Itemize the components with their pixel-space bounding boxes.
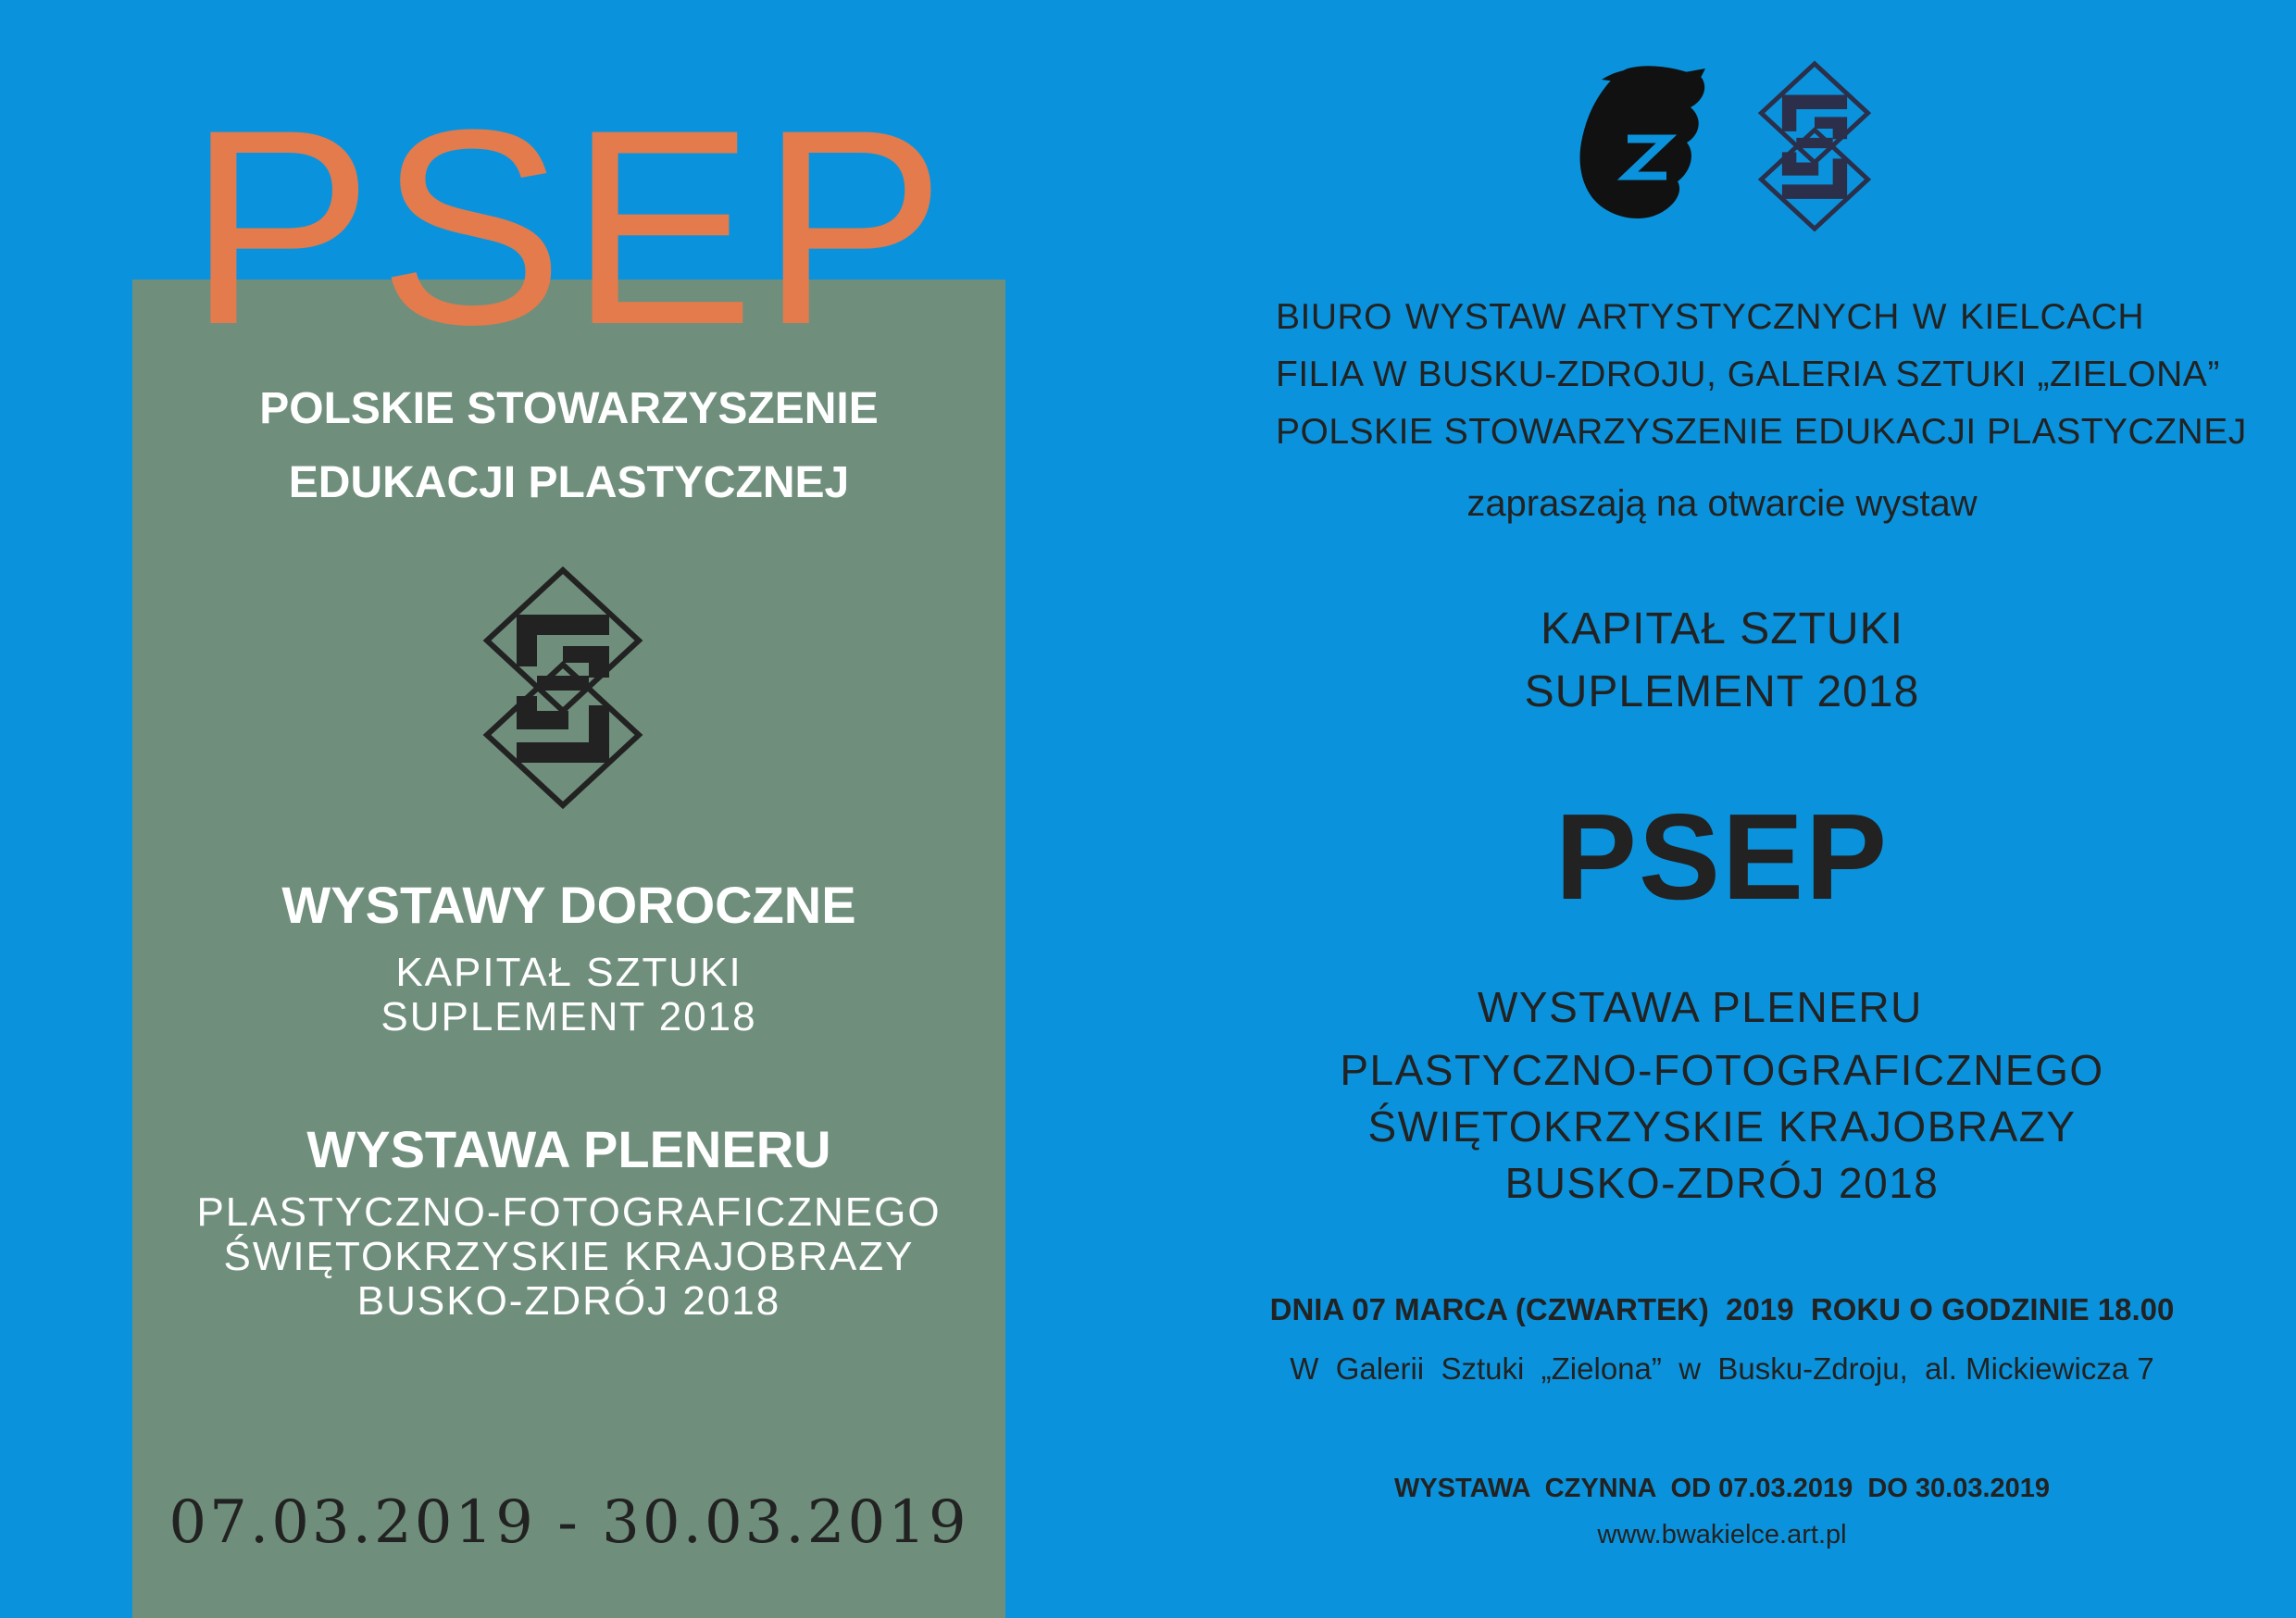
left-org-line-2: EDUKACJI PLASTYCZNEJ — [288, 458, 850, 507]
venue-address: W Galerii Sztuki „Zielona” w Busku-Zdroju, al. Mickiewicza 7 — [1290, 1351, 2154, 1386]
psep-octagon-logo-icon — [1754, 61, 1875, 231]
left-section1-line-1: KAPITAŁ SZTUKI — [395, 950, 742, 995]
right-org-line-2: FILIA W BUSKU-ZDROJU, GALERIA SZTUKI „ZIELONA” — [1276, 355, 2220, 394]
right-plener-heading: WYSTAWA PLENERU — [1478, 983, 1923, 1031]
bwa-brush-logo-icon — [1574, 61, 1708, 224]
psep-octagon-logo-icon — [480, 566, 646, 809]
right-kapital-line-1: KAPITAŁ SZTUKI — [1541, 604, 1903, 653]
right-kapital-line-2: SUPLEMENT 2018 — [1524, 667, 1920, 716]
right-plener-line-2: ŚWIĘTOKRZYSKIE KRAJOBRAZY — [1367, 1102, 2077, 1151]
left-section1-line-2: SUPLEMENT 2018 — [381, 994, 757, 1039]
right-plener-line-3: BUSKO-ZDRÓJ 2018 — [1504, 1159, 1940, 1207]
website-link[interactable]: www.bwakielce.art.pl — [1597, 1520, 1847, 1550]
right-org-line-3: POLSKIE STOWARZYSZENIE EDUKACJI PLASTYCZNEJ — [1276, 412, 2247, 452]
left-brand-title: PSEP — [187, 71, 952, 382]
right-plener-line-1: PLASTYCZNO-FOTOGRAFICZNEGO — [1340, 1046, 2104, 1094]
right-brand-title: PSEP — [1554, 789, 1890, 925]
left-dates: 07.03.2019 - 30.03.2019 — [168, 1488, 969, 1557]
right-org-line-1: BIURO WYSTAW ARTYSTYCZNYCH W KIELCACH — [1276, 297, 2144, 337]
left-section2-heading: WYSTAWA PLENERU — [306, 1120, 831, 1178]
left-section1-heading: WYSTAWY DOROCZNE — [281, 876, 856, 934]
exhibition-open-dates: WYSTAWA CZYNNA OD 07.03.2019 DO 30.03.2019 — [1393, 1474, 2051, 1503]
left-section2-line-3: BUSKO-ZDRÓJ 2018 — [356, 1278, 781, 1324]
left-org-line-1: POLSKIE STOWARZYSZENIE — [259, 384, 879, 433]
left-section2-line-2: ŚWIĘTOKRZYSKIE KRAJOBRAZY — [223, 1234, 915, 1279]
left-section2-line-1: PLASTYCZNO-FOTOGRAFICZNEGO — [196, 1189, 942, 1235]
opening-datetime: DNIA 07 MARCA (CZWARTEK) 2019 ROKU O GODZINIE 18.00 — [1269, 1292, 2175, 1326]
right-invite: zapraszają na otwarcie wystaw — [1466, 483, 1978, 524]
